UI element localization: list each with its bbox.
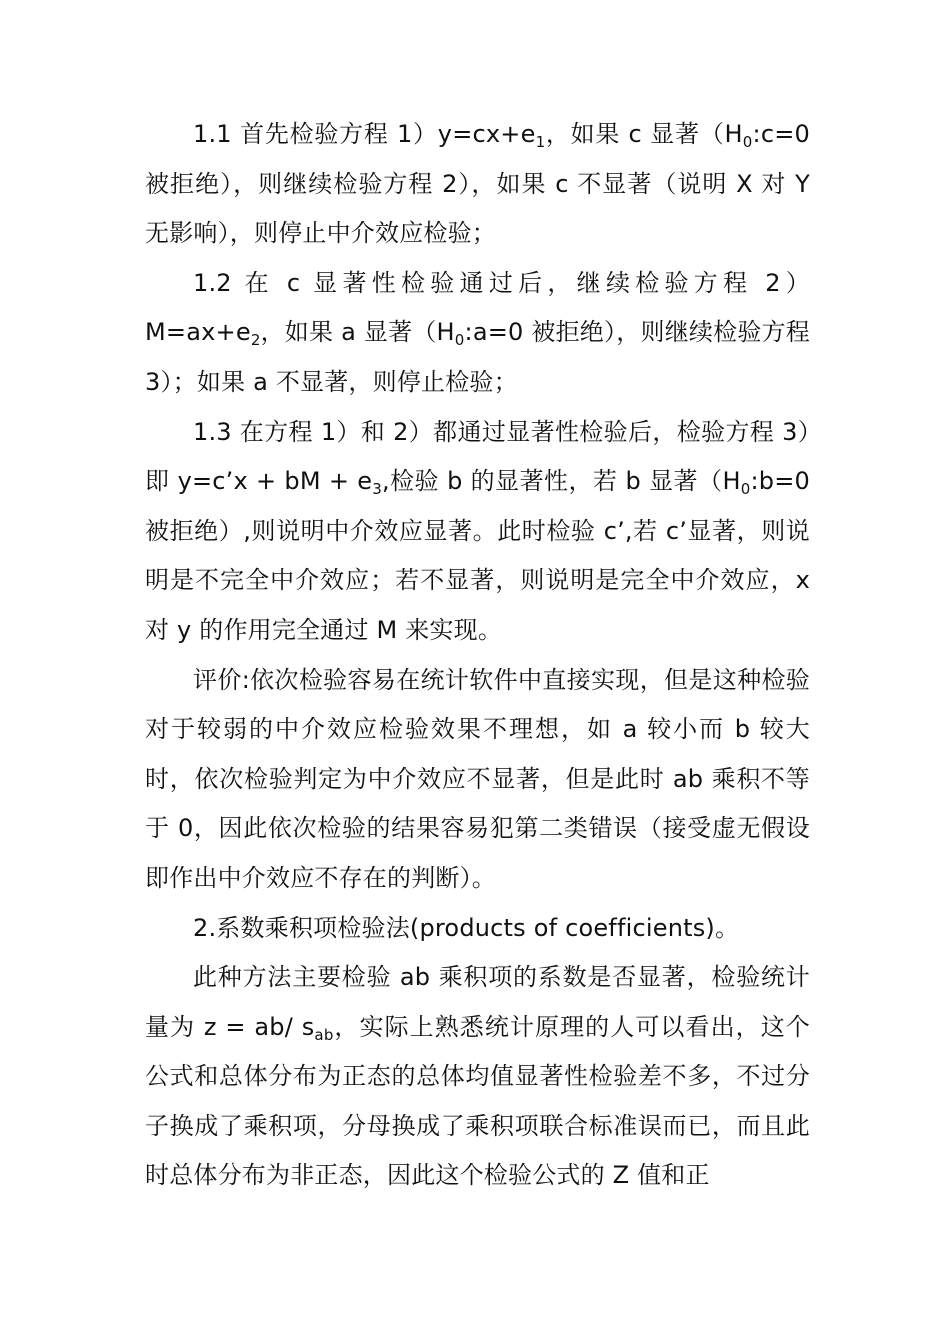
subscript: 2 [250,331,261,350]
text-segment: 1.3 在方程 1）和 2）都通过显著性检验后，检验方程 3）即 y=c’x + bM + e [145,417,810,496]
text-segment: ,检验 b 的显著性，若 b 显著（H [381,467,741,496]
text-segment: :a=0 被拒绝），则继续检验方程 3）；如果 a 不显著，则停止检验； [145,318,810,396]
text-segment: 1.1 首先检验方程 1）y=cx+e [193,120,536,148]
paragraph-section-2-heading [145,904,810,954]
subscript: 0 [742,133,753,151]
text-segment: 评价:依次检验容易在统计软件中直接实现，但是这种检验对于较弱的中介效应检验效果不理想，如 a 较小而 b 较大时，依次检验判定为中介效应不显著，但是此时 ab 乘积不等于 0，因此依次检验的结果容易犯第二类错误（接受虚无假设即作出中介效应不存在的判断）。 [145,665,810,892]
paragraph-evaluation [145,656,810,904]
text-segment: ，如果 a 显著（H [260,318,455,347]
text-segment: :b=0 被拒绝）,则说明中介效应显著。此时检验 c’,若 c’显著，则说明是不完全中介效应；若不显著，则说明是完全中介效应，x 对 y 的作用完全通过 M 来实现。 [145,467,810,644]
subscript: 1 [535,133,546,151]
subscript: 3 [372,480,382,499]
text-segment: 1.2 在 c 显著性检验通过后，继续检验方程 2）M=ax+e [145,268,810,347]
paragraph-1-2-step-two [145,259,810,408]
subscript: 0 [454,331,465,350]
paragraph-1-3-step-three [145,408,810,656]
subscript: 0 [740,480,751,499]
text-segment: 此种方法主要检验 ab 乘积项的系数是否显著，检验统计量为 z = ab/ s [145,963,810,1041]
text-segment: ，实际上熟悉统计原理的人可以看出，这个公式和总体分布为正态的总体均值显著性检验差不多，不过分子换成了乘积项，分母换成了乘积项联合标准误而已，而且此时总体分布为非正态，因此这个检验公式的 Z 值和正 [145,1012,810,1190]
text-segment: 2.系数乘积项检验法(products of coefficients)。 [193,913,740,942]
text-segment: ，如果 c 显著（H [545,120,743,148]
paragraph-1-1-step-one [145,110,810,259]
text-segment: :c=0 被拒绝），则继续检验方程 2），如果 c 不显著（说明 X 对 Y 无影响），则停止中介效应检验； [145,120,810,248]
document-body [145,110,810,1201]
paragraph-coefficient-product [145,953,810,1201]
subscript: ab [314,1025,334,1044]
